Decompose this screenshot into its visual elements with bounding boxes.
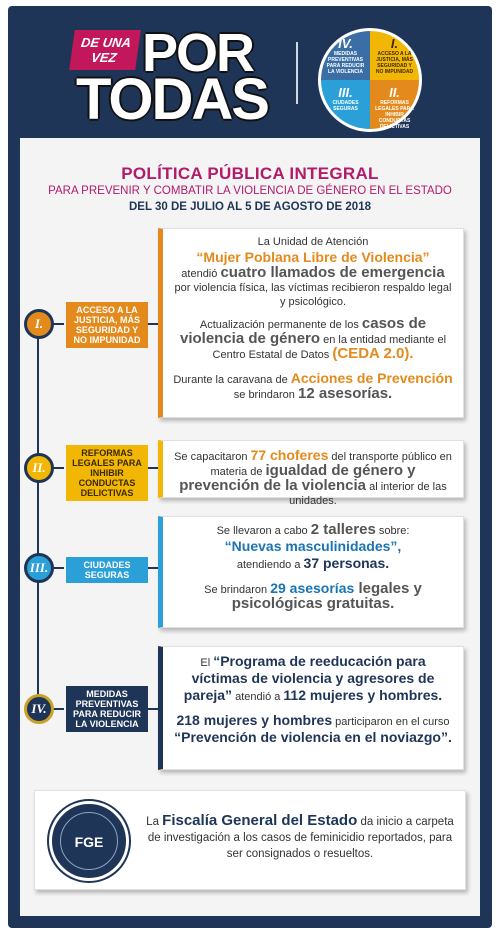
seal-initials: FGE	[74, 834, 104, 850]
footer-card	[34, 790, 466, 890]
logo-por: POR	[142, 23, 254, 83]
wheel-quadrant-iii: III. CIUDADES SEGURAS	[321, 80, 370, 129]
strategy-wheel	[318, 28, 422, 132]
section-card-iii: Se llevaron a cabo 2 talleres sobre: “Nuevas masculinidades”, atendiendo a 37 personas. Se brindaron 29 asesorías legales y psicológicas gratuitas.	[158, 516, 464, 628]
date-range: DEL 30 DE JULIO AL 5 DE AGOSTO DE 2018	[128, 201, 371, 213]
timeline-connector	[148, 708, 158, 710]
header-divider	[296, 42, 298, 104]
section-card-ii: Se capacitaron 77 choferes del transporte público en materia de igualdad de género y prevención de la violencia al interior de las unidades.	[158, 440, 464, 498]
section-label-iii: CIUDADES SEGURAS	[66, 557, 148, 583]
section-label-iv: MEDIDAS PREVENTIVAS PARA REDUCIR LA VIOLENCIA	[66, 686, 148, 732]
section-numeral-iv: IV.	[24, 694, 54, 724]
footer-text: La Fiscalía General del Estado da inicio a carpeta de investigación a los casos de feminicidio reportados, para ser consignados o resueltos.	[146, 812, 454, 860]
section-numeral-iii: III.	[24, 553, 54, 583]
logo-todas: TODAS	[76, 67, 268, 132]
section-label-ii: REFORMAS LEGALES PARA INHIBIR CONDUCTAS DELICTIVAS	[66, 445, 148, 501]
logo-badge: DE UNA VEZ	[69, 30, 141, 70]
timeline-connector	[148, 467, 158, 469]
wheel-quadrant-i: I. ACCESO A LA JUSTICIA, MÁS SEGURIDAD Y NO IMPUNIDAD	[370, 31, 419, 80]
campaign-logo	[72, 23, 282, 132]
section-card-i: La Unidad de Atención “Mujer Poblana Libre de Violencia” atendió cuatro llamados de emergencia por violencia física, las víctimas recibieron respaldo legal y psicológico. Actualización permanente de los casos de violencia de género en la entidad mediante el Centro Estatal de Datos (CEDA 2.0). Durante la caravana de Acciones de Prevención se brindaron 12 asesorías.	[158, 228, 464, 418]
timeline-connector	[148, 567, 158, 569]
timeline-connector	[148, 323, 158, 325]
section-numeral-i: I.	[24, 309, 54, 339]
page-subtitle: PARA PREVENIR Y COMBATIR LA VIOLENCIA DE GÉNERO EN EL ESTADO	[48, 185, 452, 197]
page-title: POLÍTICA PÚBLICA INTEGRAL	[121, 164, 379, 183]
section-label-i: ACCESO A LA JUSTICIA, MÁS SEGURIDAD Y NO IMPUNIDAD	[66, 302, 148, 348]
section-card-iv: El “Programa de reeducación para víctimas de violencia y agresores de pareja” atendió a 112 mujeres y hombres. 218 mujeres y hombres participaron en el curso “Prevención de violencia en el noviazgo”.	[158, 646, 464, 770]
section-numeral-ii: II.	[24, 453, 54, 483]
wheel-quadrant-iv: IV. MEDIDAS PREVENTIVAS PARA REDUCIR LA VIOLENCIA	[321, 31, 370, 80]
timeline-line	[37, 320, 39, 710]
wheel-quadrant-ii: II. REFORMAS LEGALES PARA INHIBIR CONDUCTAS DELICTIVAS	[370, 80, 419, 129]
fge-seal	[49, 801, 129, 881]
